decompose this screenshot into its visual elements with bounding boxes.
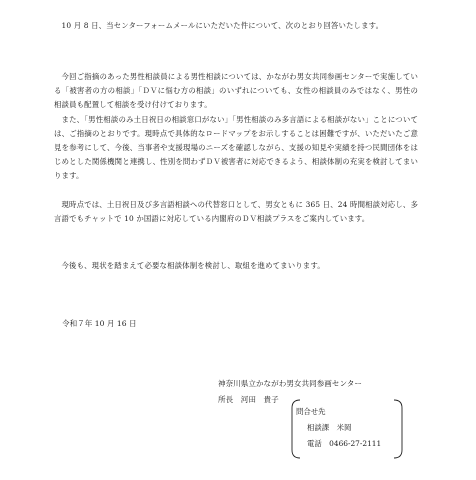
paragraph-current-alternative: 現時点では、土日祝日及び多言語相談への代替窓口として、男女ともに 365 日、24 時間相談対応し、多言語でもチャットで 10 か国語に対応している内閣府のＤＶ相談プラスをご案内しています。 bbox=[54, 200, 418, 223]
paragraph-male-counselors: 今回ご指摘のあった男性相談員による男性相談については、かながわ男女共同参画センターで実施している「被害者の方の相談」「ＤＶに悩む方の相談」のいずれについても、女性の相談員のみではなく、男性の相談員も配置して相談を受け付けております。 bbox=[54, 72, 418, 109]
signature-title-name: 所長 河田 貴子 bbox=[218, 395, 279, 404]
contact-box bbox=[290, 399, 404, 459]
paragraph-closing: 今後も、現状を踏まえて必要な相談体制を検討し、取組を進めてまいります。 bbox=[61, 261, 325, 270]
paragraph-roadmap: また、「男性相談のみ土日祝日の相談窓口がない」「男性相談のみ多言語による相談がない」ことについては、ご指摘のとおりです。現時点で具体的なロードマップをお示しすることは困難ですが、いただいたご意見を参考にして、今後、当事者や支援現場のニーズを確認しながら、支援の知見や実績を持つ民間団体をはじめとした関係機関と連携し、性別を問わずＤＶ被害者に対応できるよう、相談体制の充実を検討してまいります。 bbox=[54, 115, 418, 180]
letter-date: 令和７年 10 月 16 日 bbox=[62, 319, 137, 328]
signature-organization: 神奈川県立かながわ男女共同参画センター bbox=[218, 379, 362, 388]
contact-heading: 問合せ先 bbox=[296, 407, 326, 416]
contact-phone: 電話 0466-27-2111 bbox=[307, 439, 382, 448]
paragraph-intro: 10 月 8 日、当センターフォームメールにいただいた件について、次のとおり回答いたします。 bbox=[61, 21, 384, 30]
contact-section: 相談課 米岡 bbox=[307, 423, 352, 432]
